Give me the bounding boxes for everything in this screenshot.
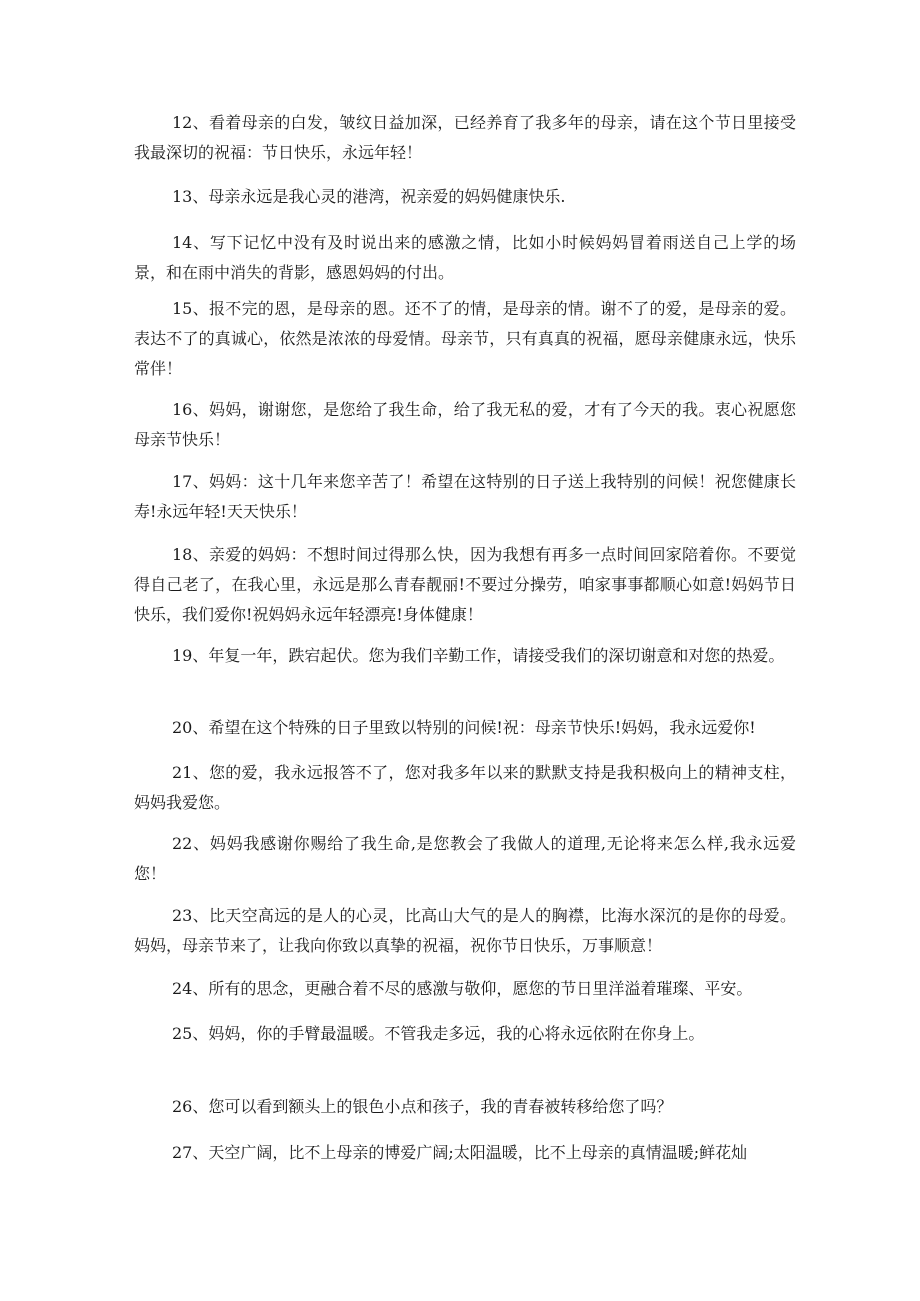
- paragraph-18: 18、亲爱的妈妈：不想时间过得那么快，因为我想有再多一点时间回家陪着你。不要觉得自己老了，在我心里，永远是那么青春靓丽!不要过分操劳，咱家事事都顺心如意!妈妈节日快乐，我们爱你!祝妈妈永远年轻漂亮!身体健康！: [134, 545, 796, 624]
- paragraph-25: 25、妈妈，你的手臂最温暖。不管我走多远，我的心将永远依附在你身上。: [172, 1024, 705, 1043]
- paragraph-24: 24、所有的思念，更融合着不尽的感激与敬仰，愿您的节日里洋溢着璀璨、平安。: [172, 979, 753, 998]
- paragraph-20: 20、希望在这个特殊的日子里致以特别的问候!祝：母亲节快乐!妈妈，我永远爱你!: [172, 718, 756, 737]
- paragraph-16: 16、妈妈，谢谢您，是您给了我生命，给了我无私的爱，才有了今天的我。衷心祝愿您母亲节快乐！: [134, 400, 796, 449]
- paragraph-15: 15、报不完的恩，是母亲的恩。还不了的情，是母亲的情。谢不了的爱，是母亲的爱。表达不了的真诚心，依然是浓浓的母爱情。母亲节，只有真真的祝福，愿母亲健康永远，快乐常伴！: [134, 299, 796, 378]
- paragraph-21: 21、您的爱，我永远报答不了，您对我多年以来的默默支持是我积极向上的精神支柱，妈妈我爱您。: [134, 763, 796, 812]
- paragraph-26: 26、您可以看到额头上的银色小点和孩子，我的青春被转移给您了吗？: [172, 1097, 673, 1116]
- paragraph-13: 13、母亲永远是我心灵的港湾，祝亲爱的妈妈健康快乐.: [172, 187, 566, 206]
- paragraph-12: 12、看着母亲的白发，皱纹日益加深，已经养育了我多年的母亲，请在这个节日里接受我最深切的祝福：节日快乐，永远年轻！: [134, 113, 796, 162]
- paragraph-27: 27、天空广阔，比不上母亲的博爱广阔;太阳温暖，比不上母亲的真情温暖;鲜花灿: [172, 1143, 748, 1162]
- paragraph-22: 22、妈妈我感谢你赐给了我生命,是您教会了我做人的道理,无论将来怎么样,我永远爱您！: [134, 834, 796, 883]
- paragraph-19: 19、年复一年，跌宕起伏。您为我们辛勤工作，请接受我们的深切谢意和对您的热爱。: [172, 646, 785, 665]
- paragraph-14: 14、写下记忆中没有及时说出来的感激之情，比如小时候妈妈冒着雨送自己上学的场景，和在雨中消失的背影，感恩妈妈的付出。: [134, 233, 796, 282]
- paragraph-23: 23、比天空高远的是人的心灵，比高山大气的是人的胸襟，比海水深沉的是你的母爱。妈妈，母亲节来了，让我向你致以真挚的祝福，祝你节日快乐，万事顺意！: [134, 906, 796, 955]
- paragraph-17: 17、妈妈：这十几年来您辛苦了！希望在这特别的日子送上我特别的问候！祝您健康长寿!永远年轻!天天快乐！: [134, 472, 796, 521]
